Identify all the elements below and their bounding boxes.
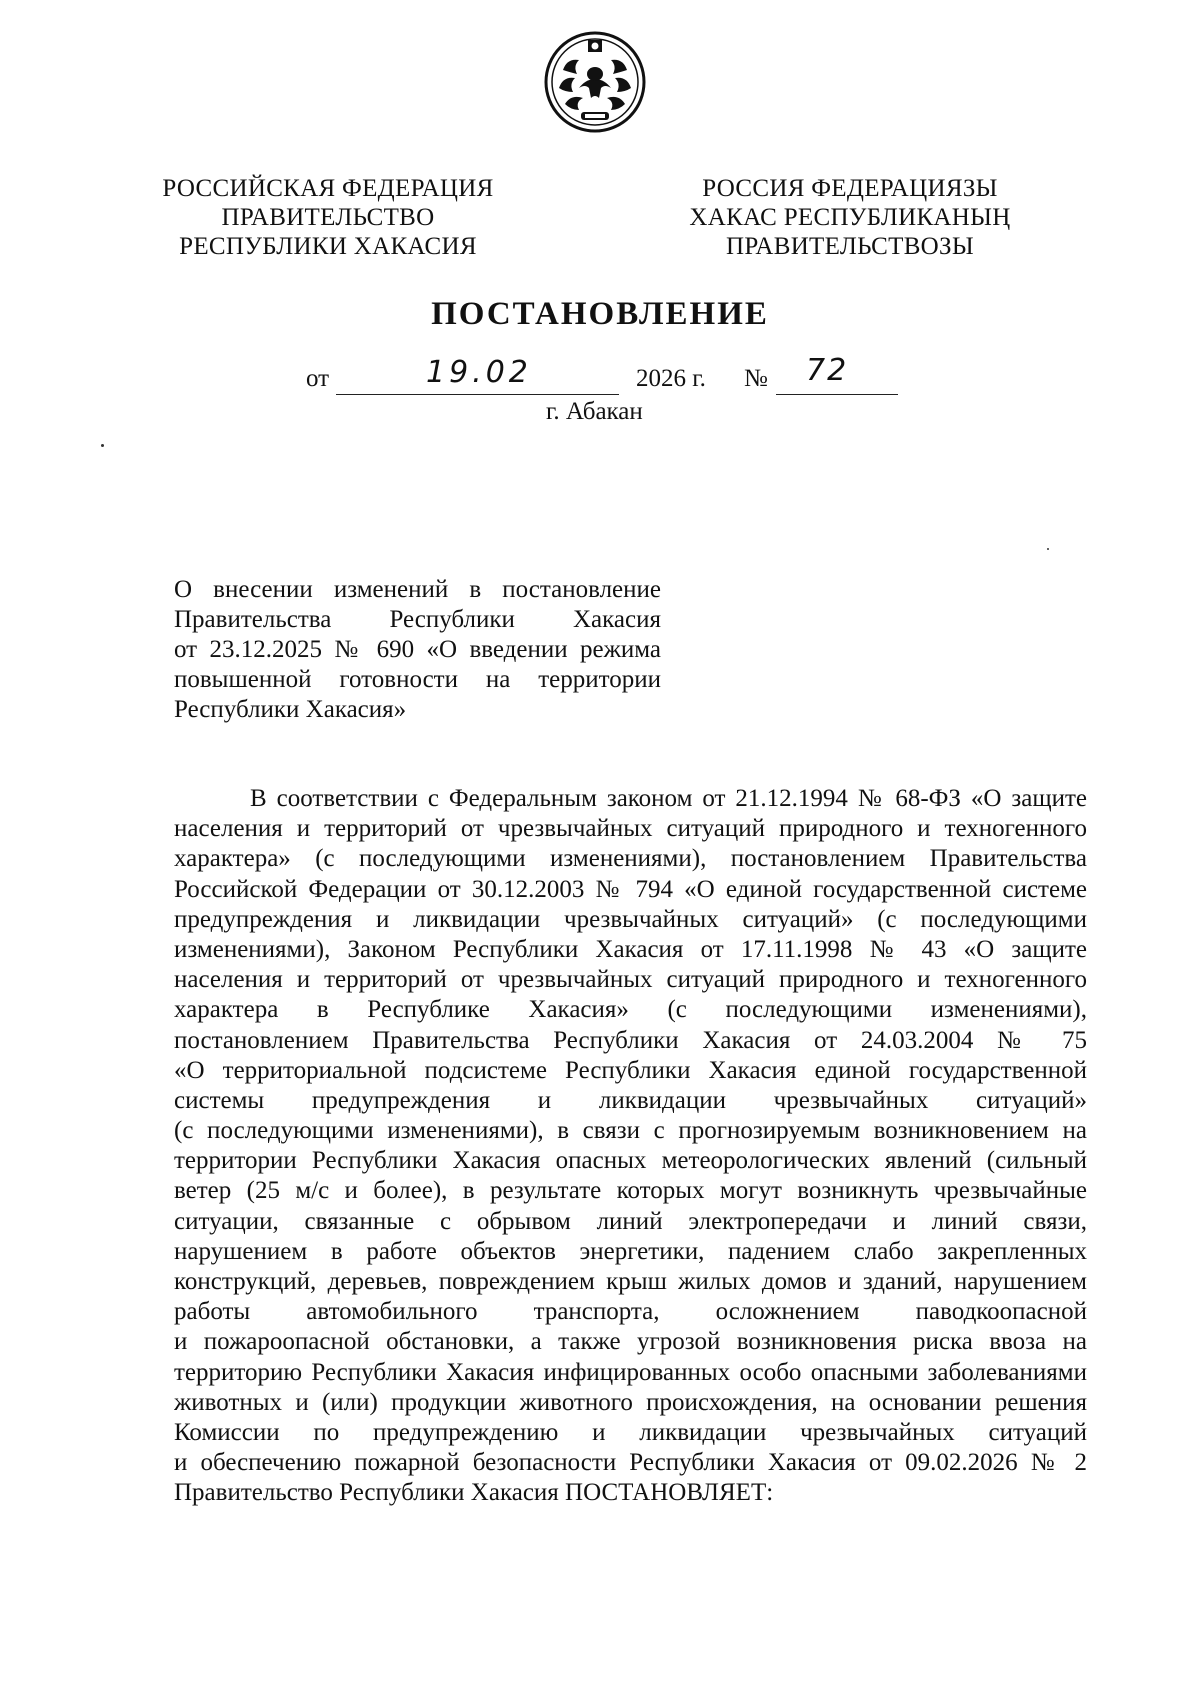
body-line: конструкций, деревьев, повреждением крыш жилых домов и зданий, нарушением	[174, 1268, 1087, 1295]
body-line: Комиссии по предупреждению и ликвидации чрезвычайных ситуаций	[174, 1418, 1087, 1446]
scan-speck	[101, 444, 104, 447]
document-title: ПОСТАНОВЛЕНИЕ	[431, 296, 769, 332]
body-line: постановлением Правительства Республики Хакасия от 24.03.2004 № 75	[174, 1026, 1087, 1054]
header-left-line: ПРАВИТЕЛЬСТВО	[221, 204, 435, 231]
date-from-label: от	[306, 365, 330, 392]
body-line: ветер (25 м/с и более), в результате которых могут возникнуть чрезвычайные	[174, 1177, 1087, 1205]
body-line: нарушением в работе объектов энергетики, падением слабо закрепленных	[174, 1237, 1087, 1265]
header-left-line: РЕСПУБЛИКИ ХАКАСИЯ	[179, 233, 477, 260]
number-underline	[776, 394, 898, 395]
header-left-block	[148, 174, 508, 261]
scan-speck	[1047, 548, 1049, 550]
year-label: 2026 г.	[636, 365, 706, 392]
handwritten-number: 72	[806, 353, 849, 388]
header-left-line: РОССИЙСКАЯ ФЕДЕРАЦИЯ	[162, 175, 494, 202]
body-line: населения и территорий от чрезвычайных ситуаций природного и техногенного	[174, 966, 1087, 994]
subject-line: Республики Хакасия»	[174, 696, 407, 723]
body-line: характера» (с последующими изменениями), постановлением Правительства	[174, 845, 1087, 873]
body-line: Правительство Республики Хакасия ПОСТАНОВЛЯЕТ:	[174, 1479, 774, 1507]
document-subject	[174, 575, 661, 725]
body-line: предупреждения и ликвидации чрезвычайных ситуаций» (с последующими	[174, 905, 1087, 933]
subject-line: О внесении изменений в постановление	[174, 576, 661, 603]
body-line: характера в Республике Хакасия» (с последующими изменениями),	[174, 996, 1087, 1024]
body-line: изменениями), Законом Республики Хакасия от 17.11.1998 № 43 «О защите	[174, 935, 1087, 963]
body-line: и обеспечению пожарной безопасности Республики Хакасия от 09.02.2026 № 2	[174, 1449, 1087, 1477]
handwritten-date: 19.02	[426, 355, 532, 390]
header-right-line: РОССИЯ ФЕДЕРАЦИЯЗЫ	[702, 175, 998, 202]
body-line: территорию Республики Хакасия инфицированных особо опасными заболеваниями	[174, 1358, 1087, 1386]
coat-of-arms-emblem	[543, 30, 647, 134]
body-paragraph	[174, 784, 1087, 1509]
body-line: работы автомобильного транспорта, осложнением паводкоопасной	[174, 1298, 1087, 1326]
city-label: г. Абакан	[546, 398, 643, 425]
subject-line: Правительства Республики Хакасия	[174, 606, 661, 633]
khakassia-coat-of-arms-icon	[543, 30, 647, 134]
body-line: системы предупреждения и ликвидации чрезвычайных ситуаций»	[174, 1086, 1087, 1114]
header-right-block	[670, 174, 1030, 261]
body-line: В соответствии с Федеральным законом от 21.12.1994 № 68-ФЗ «О защите	[250, 785, 1087, 812]
body-line: «О территориальной подсистеме Республики Хакасия единой государственной	[174, 1056, 1087, 1084]
subject-line: от 23.12.2025 № 690 «О введении режима	[174, 636, 661, 663]
header-right-line: ХАКАС РЕСПУБЛИКАНЫҢ	[689, 204, 1011, 231]
body-line: животных и (или) продукции животного происхождения, на основании решения	[174, 1388, 1087, 1416]
body-line: ситуации, связанные с обрывом линий электропередачи и линий связи,	[174, 1207, 1087, 1235]
body-line: и пожароопасной обстановки, а также угрозой возникновения риска ввоза на	[174, 1328, 1087, 1356]
number-sign-label: №	[744, 365, 768, 392]
subject-line: повышенной готовности на территории	[174, 666, 661, 693]
body-line: населения и территорий от чрезвычайных ситуаций природного и техногенного	[174, 815, 1087, 843]
header-right-line: ПРАВИТЕЛЬСТВОЗЫ	[726, 233, 974, 260]
body-line: территории Республики Хакасия опасных метеорологических явлений (сильный	[174, 1147, 1087, 1175]
body-line: Российской Федерации от 30.12.2003 № 794 «О единой государственной системе	[174, 875, 1087, 903]
body-line: (с последующими изменениями), в связи с прогнозируемым возникновением на	[174, 1117, 1087, 1145]
date-underline	[336, 394, 619, 395]
